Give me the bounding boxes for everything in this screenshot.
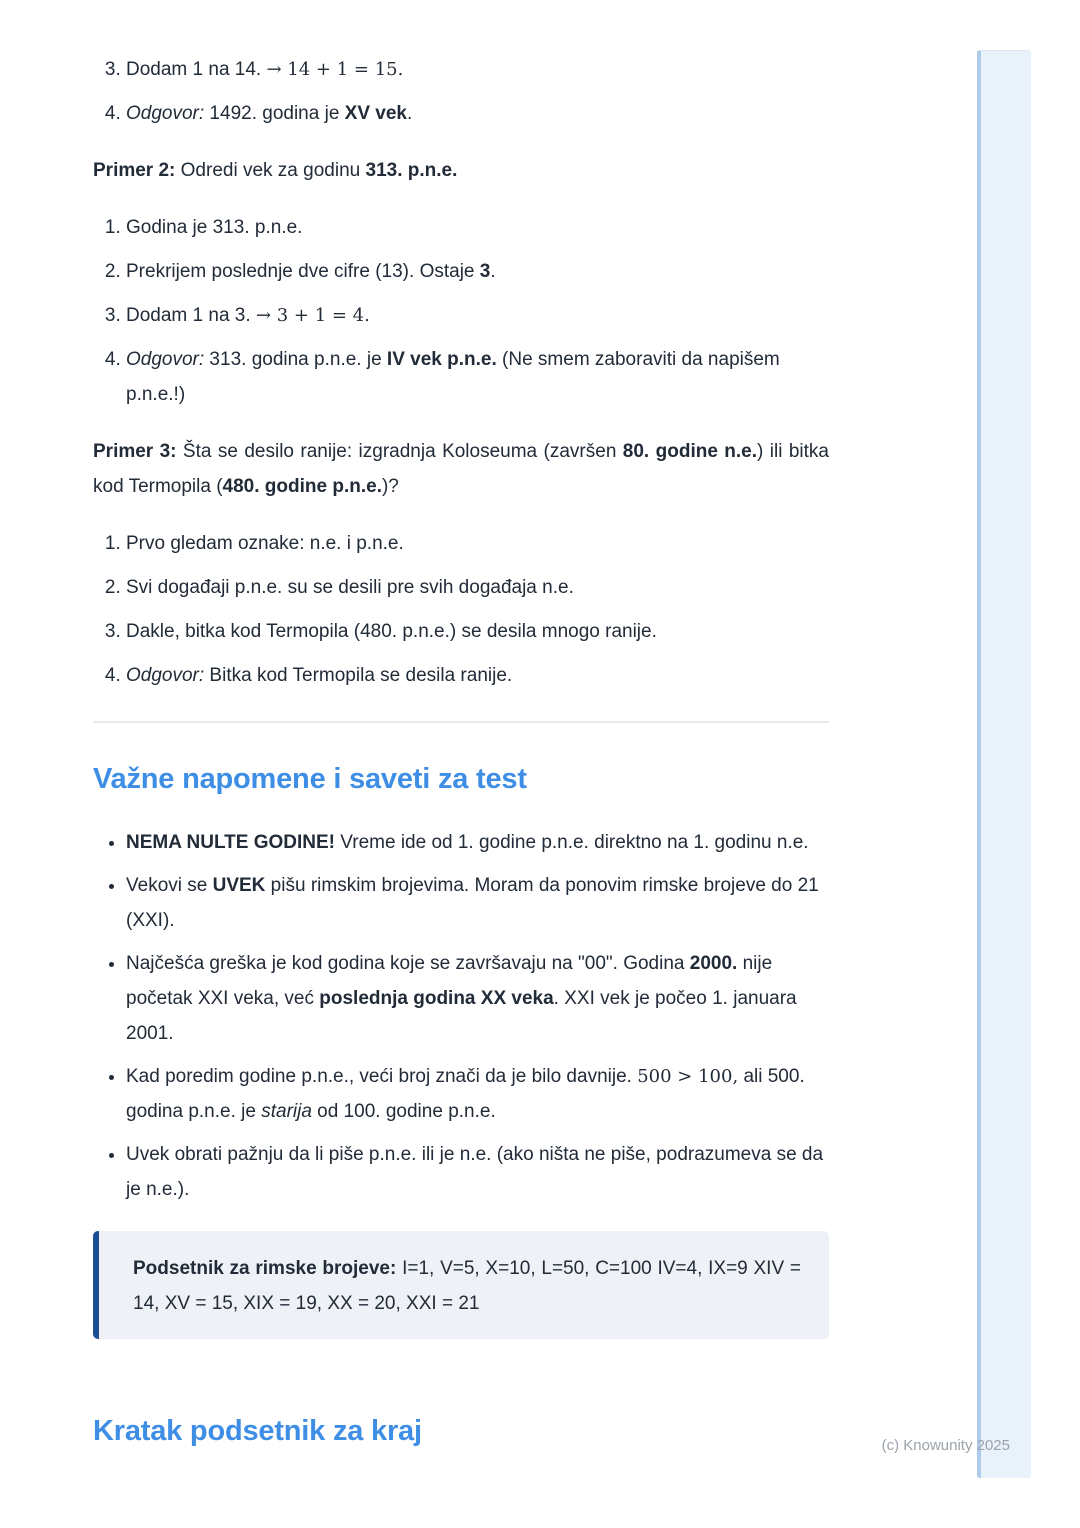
document-content (93, 52, 829, 1449)
text-segment: 500 > 100, (637, 1066, 739, 1087)
text-segment: Odgovor: (126, 103, 205, 124)
text-segment: Šta se desilo ranije: izgradnja Koloseuma (završen (176, 441, 623, 462)
text-segment: Vreme ide od 1. godine p.n.e. direktno na 1. godinu n.e. (335, 832, 809, 853)
list-item (126, 52, 829, 87)
text-segment: . (490, 261, 496, 282)
text-segment: Dodam 1 na 3. (126, 305, 256, 326)
text-segment: Vekovi se (126, 875, 213, 896)
notes-section-heading: Važne napomene i saveti za test (93, 763, 527, 795)
copyright-text: (c) Knowunity 2025 (881, 1437, 1010, 1454)
text-segment: XV vek (344, 103, 407, 124)
text-segment: ali 500. godina p.n.e. je (126, 1066, 805, 1122)
list-item (126, 658, 829, 693)
list-item (126, 96, 829, 131)
list-item (126, 254, 829, 289)
text-segment: Dakle, bitka kod Termopila (480. p.n.e.) se desila mnogo ranije. (126, 621, 657, 642)
text-segment: → 3 + 1 = 4. (255, 305, 370, 326)
text-segment: Prekrijem poslednje dve cifre (13). Ostaje (126, 261, 480, 282)
section-divider (93, 721, 829, 723)
list-item (126, 210, 829, 245)
text-segment: pišu rimskim brojevima. Moram da ponovim rimske brojeve do 21 (XXI). (126, 875, 819, 931)
text-segment: . (407, 103, 413, 124)
text-segment: ) ili bitka kod Termopila ( (93, 441, 829, 497)
text-segment: 2000. (689, 953, 738, 974)
text-segment: starija (261, 1101, 312, 1122)
text-segment: Primer 3: (93, 441, 177, 462)
primer2-steps-list (93, 210, 829, 412)
text-segment: (Ne smem zaboraviti da napišem p.n.e.!) (126, 349, 780, 405)
text-segment: Prvo gledam oznake: n.e. i p.n.e. (126, 533, 404, 554)
list-item (126, 868, 829, 938)
text-segment: Podsetnik za rimske brojeve: (133, 1258, 397, 1279)
text-segment: . XXI vek je počeo 1. januara 2001. (126, 988, 797, 1044)
text-segment: I=1, V=5, X=10, L=50, C=100 IV=4, IX=9 XIV = 14, XV = 15, XIX = 19, XX = 20, XXI = 21 (133, 1258, 801, 1314)
list-item (126, 614, 829, 649)
list-item (126, 298, 829, 333)
list-item (126, 526, 829, 561)
roman-numerals-callout (93, 1231, 829, 1339)
text-segment: Najčešća greška je kod godina koje se završavaju na "00". Godina (126, 953, 690, 974)
primer3-intro (93, 434, 829, 504)
list-item (126, 342, 829, 412)
list-item (126, 825, 829, 860)
text-segment: Odgovor: (126, 665, 205, 686)
text-segment: Uvek obrati pažnju da li piše p.n.e. ili je n.e. (ako ništa ne piše, podrazumeva se da je n.e.). (126, 1144, 824, 1200)
text-segment: → 14 + 1 = 15. (266, 59, 404, 80)
notes-bullet-list (93, 825, 829, 1207)
text-segment: Odgovor: (126, 349, 205, 370)
text-segment: Primer 2: (93, 160, 176, 181)
primer3-steps-list (93, 526, 829, 693)
text-segment: Svi događaji p.n.e. su se desili pre svih događaja n.e. (126, 577, 574, 598)
text-segment: Godina je 313. p.n.e. (126, 217, 303, 238)
text-segment: 1492. godina je (204, 103, 345, 124)
text-segment: 313. godina p.n.e. je (204, 349, 387, 370)
scrollbar-strip[interactable] (977, 50, 1031, 1478)
text-segment: poslednja godina XX veka (319, 988, 554, 1009)
text-segment: )? (381, 476, 399, 497)
text-segment: od 100. godine p.n.e. (311, 1101, 496, 1122)
text-segment: IV vek p.n.e. (386, 349, 497, 370)
text-segment: 80. godine n.e. (622, 441, 758, 462)
text-segment: NEMA NULTE GODINE! (126, 832, 335, 853)
text-segment: 3 (479, 261, 491, 282)
list-item (126, 946, 829, 1051)
text-segment: Odredi vek za godinu (175, 160, 366, 181)
list-item (126, 570, 829, 605)
text-segment: nije početak XXI veka, već (126, 953, 773, 1009)
primer2-intro (93, 153, 829, 188)
list-item (126, 1059, 829, 1129)
text-segment: UVEK (212, 875, 266, 896)
text-segment: Dodam 1 na 14. (126, 59, 267, 80)
text-segment: 480. godine p.n.e. (222, 476, 382, 497)
callout-text (133, 1251, 801, 1321)
example1-steps-list (93, 52, 829, 131)
final-section-heading: Kratak podsetnik za kraj (93, 1415, 422, 1447)
text-segment: Bitka kod Termopila se desila ranije. (204, 665, 513, 686)
list-item (126, 1137, 829, 1207)
text-segment: Kad poredim godine p.n.e., veći broj znači da je bilo davnije. (126, 1066, 638, 1087)
text-segment: 313. p.n.e. (365, 160, 458, 181)
